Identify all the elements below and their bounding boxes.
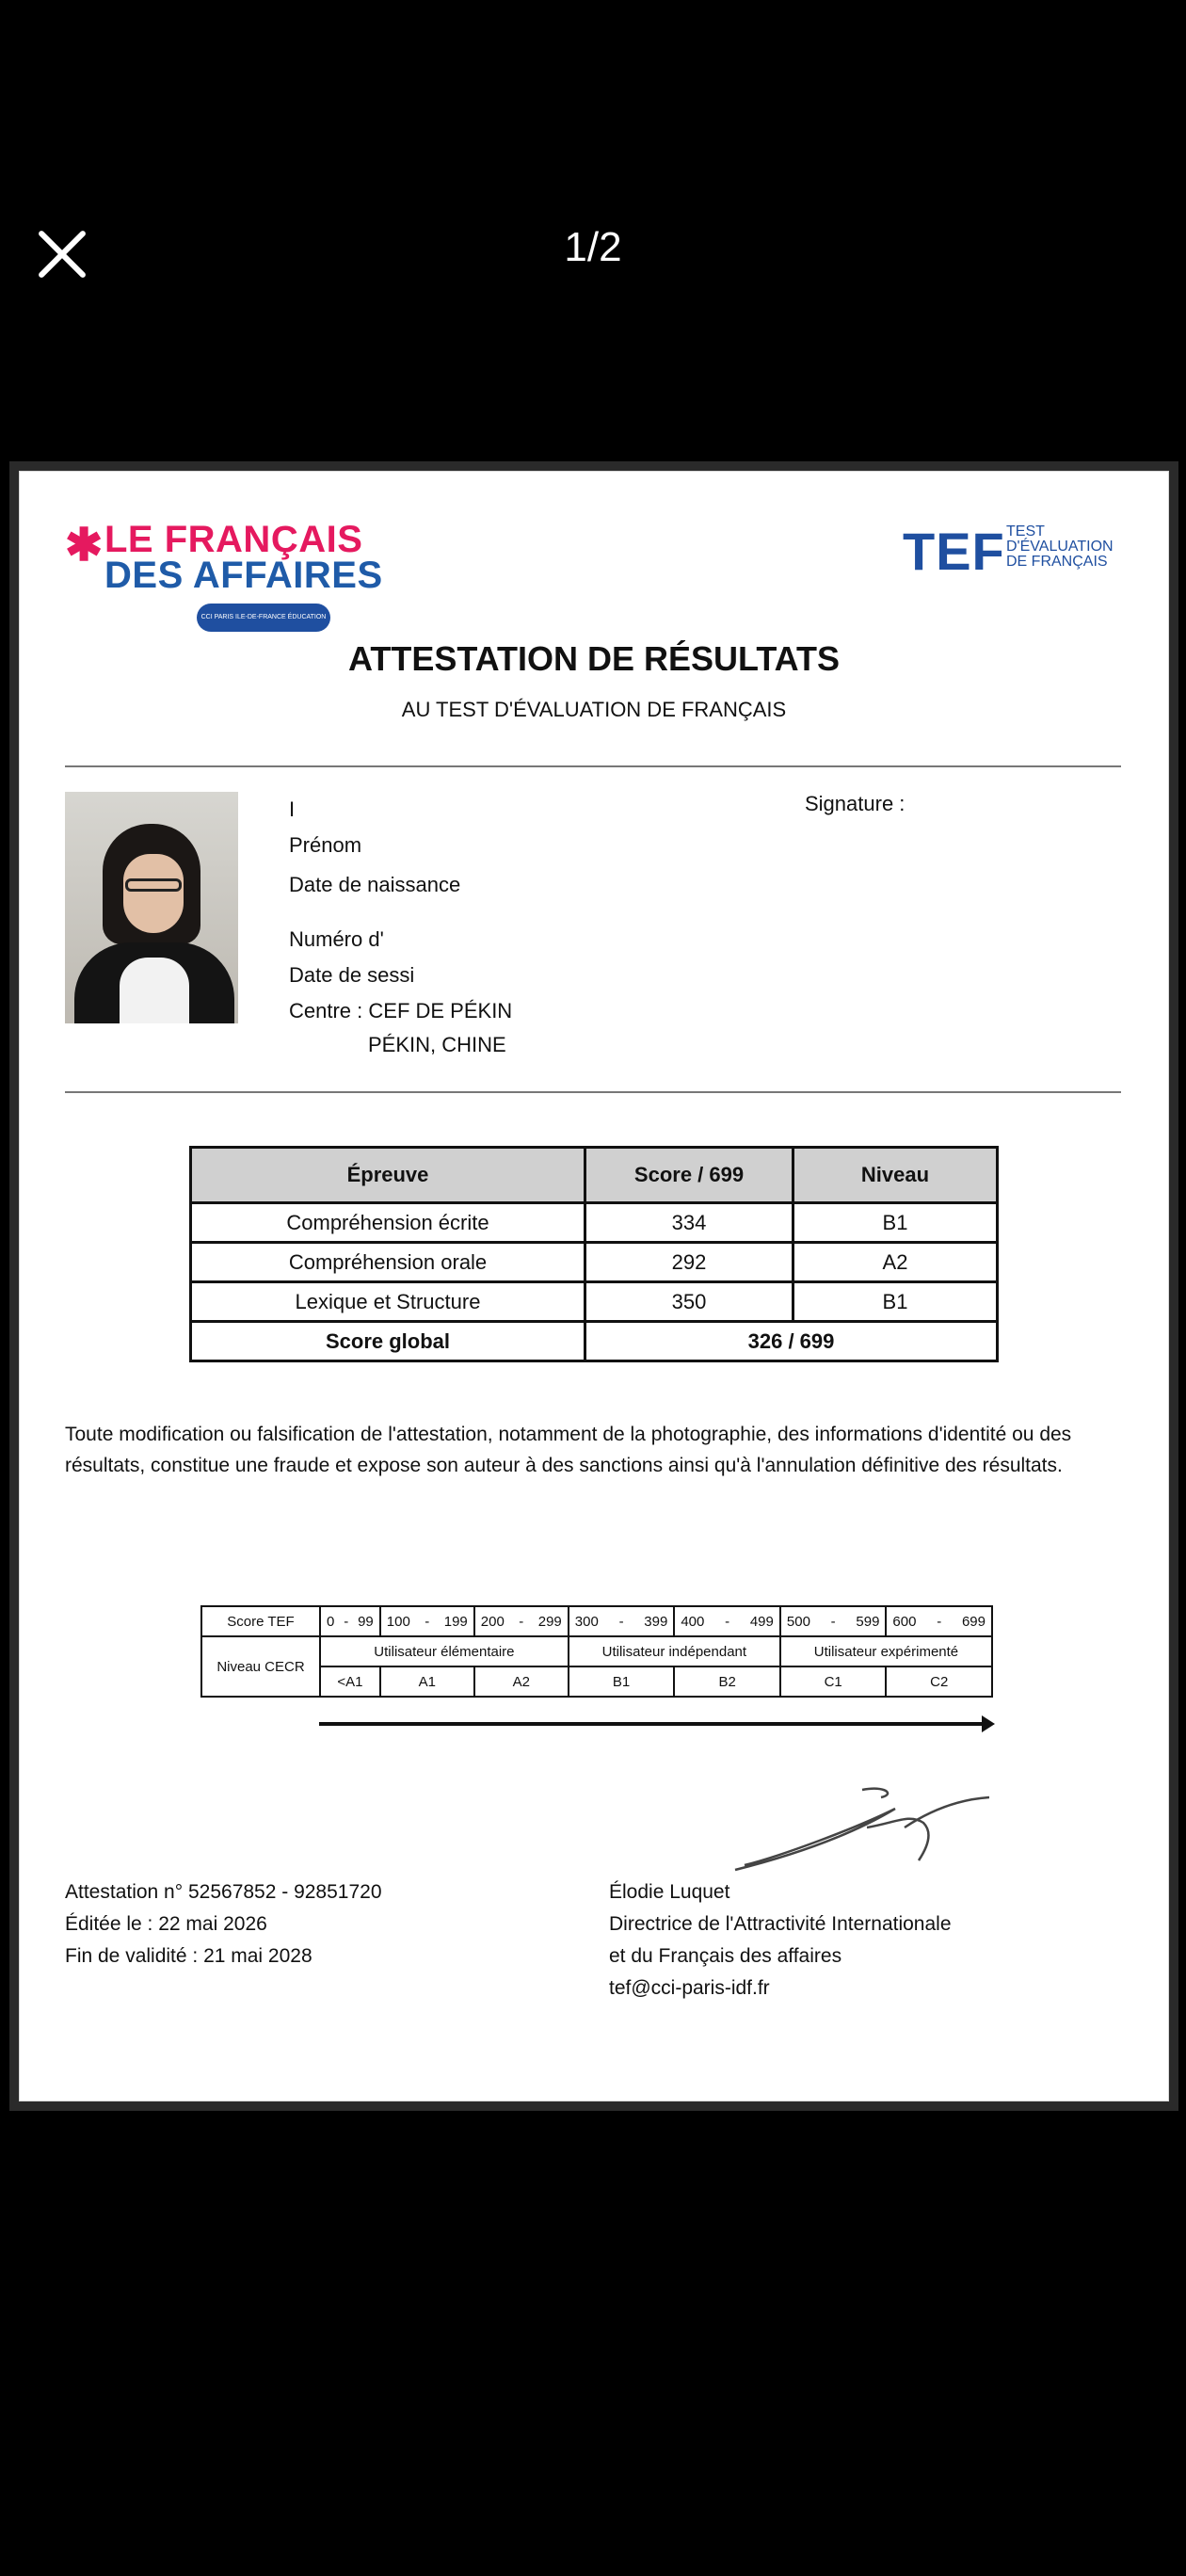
centre-label: Centre : <box>289 999 363 1022</box>
range-cell <box>886 1606 992 1636</box>
level-cell: C1 <box>780 1666 887 1697</box>
signatory-title-2: et du Français des affaires <box>609 1945 842 1967</box>
document-subtitle: AU TEST D'ÉVALUATION DE FRANÇAIS <box>401 698 787 721</box>
tef-logo-subtitle <box>1006 524 1114 570</box>
signatory-title-1: Directrice de l'Attractivité Internationale <box>609 1913 952 1935</box>
level-cell: B1 <box>569 1666 675 1697</box>
table-cell: 334 <box>585 1203 793 1243</box>
range-part: 599 <box>856 1613 880 1630</box>
page-counter: 1/2 <box>564 224 622 270</box>
level-cell: A1 <box>380 1666 474 1697</box>
range-part: 600 <box>892 1613 917 1630</box>
tef-logo-line-3: DE FRANÇAIS <box>1006 554 1108 570</box>
document-title: ATTESTATION DE RÉSULTATS <box>348 639 840 678</box>
viewer-top-bar <box>0 0 1186 471</box>
table-cell: A2 <box>793 1243 998 1282</box>
range-cell <box>380 1606 474 1636</box>
table-row <box>191 1282 998 1322</box>
divider <box>65 765 1121 767</box>
centre-city: PÉKIN, CHINE <box>368 1033 506 1056</box>
niveau-cecr-label: Niveau CECR <box>201 1636 320 1697</box>
cci-badge: CCI PARIS ILE-DE-FRANCE ÉDUCATION <box>197 604 330 632</box>
range-part: 400 <box>681 1613 705 1630</box>
candidate-photo <box>65 792 238 1023</box>
table-row <box>191 1203 998 1243</box>
asterisk-icon: ✱ <box>65 521 104 571</box>
table-cell: Compréhension écrite <box>191 1203 585 1243</box>
issue-date: Éditée le : 22 mai 2026 <box>65 1913 267 1935</box>
table-cell: Lexique et Structure <box>191 1282 585 1322</box>
cecr-scale-table <box>200 1605 993 1698</box>
table-cell: B1 <box>793 1203 998 1243</box>
fraud-notice: Toute modification ou falsification de l'attestation, notamment de la photographie, des informations d'identité ou des résultats, constitue une fraude et expose son auteur à des sanctions ainsi qu'à l'annulation définitive des résultats. <box>65 1424 1072 1476</box>
range-part: 100 <box>386 1613 410 1630</box>
range-part: 200 <box>480 1613 505 1630</box>
level-row <box>201 1666 992 1697</box>
range-cell <box>569 1606 675 1636</box>
tef-logo-line-2: D'ÉVALUATION <box>1006 539 1114 555</box>
signature-label: Signature : <box>805 792 906 815</box>
range-part: 0 <box>327 1613 335 1630</box>
range-part: 499 <box>749 1613 774 1630</box>
handwritten-signature <box>707 1771 989 1884</box>
group-row <box>201 1636 992 1666</box>
signatory-info <box>609 1876 952 2004</box>
score-range-row <box>201 1606 992 1636</box>
range-part: - <box>425 1613 430 1630</box>
range-part: 399 <box>644 1613 668 1630</box>
level-cell: C2 <box>886 1666 992 1697</box>
score-tef-label: Score TEF <box>201 1606 320 1636</box>
level-cell: <A1 <box>320 1666 380 1697</box>
nom-field: I <box>289 797 296 821</box>
range-part: - <box>830 1613 836 1630</box>
table-row <box>191 1243 998 1282</box>
attestation-number: Attestation n° 52567852 - 92851720 <box>65 1881 382 1903</box>
signatory-name: Élodie Luquet <box>609 1881 730 1903</box>
signatory-email[interactable]: tef@cci-paris-idf.fr <box>609 1977 770 1999</box>
birthdate-field: Date de naissance <box>289 873 461 896</box>
group-cell: Utilisateur indépendant <box>569 1636 780 1666</box>
range-cell <box>320 1606 380 1636</box>
tef-logo-line-1: TEST <box>1006 523 1045 539</box>
attestation-info <box>65 1876 382 1972</box>
tef-logo-text: TEF <box>903 522 1005 581</box>
centre-name: CEF DE PÉKIN <box>368 999 513 1022</box>
table-cell: 292 <box>585 1243 793 1282</box>
range-part: - <box>725 1613 730 1630</box>
range-part: - <box>344 1613 349 1630</box>
logo-line-2: DES AFFAIRES <box>104 555 383 596</box>
header-score: Score / 699 <box>585 1148 793 1203</box>
range-part: 199 <box>443 1613 468 1630</box>
validity-date: Fin de validité : 21 mai 2028 <box>65 1945 313 1967</box>
header-niveau: Niveau <box>793 1148 998 1203</box>
candidate-number-field: Numéro d' <box>289 927 384 951</box>
range-part: 299 <box>537 1613 562 1630</box>
range-part: - <box>618 1613 624 1630</box>
range-part: 99 <box>358 1613 374 1630</box>
level-cell: B2 <box>674 1666 780 1697</box>
range-part: - <box>937 1613 942 1630</box>
scores-table <box>189 1146 999 1362</box>
session-date-field: Date de sessi <box>289 963 415 987</box>
table-cell: Compréhension orale <box>191 1243 585 1282</box>
range-part: 500 <box>786 1613 810 1630</box>
global-score-value: 326 / 699 <box>585 1322 998 1361</box>
group-cell: Utilisateur expérimenté <box>780 1636 992 1666</box>
range-part: - <box>519 1613 524 1630</box>
attestation-document <box>19 471 1169 2101</box>
range-cell <box>780 1606 887 1636</box>
global-score-label: Score global <box>191 1322 585 1361</box>
global-score-row <box>191 1322 998 1361</box>
range-part: 300 <box>574 1613 599 1630</box>
group-cell: Utilisateur élémentaire <box>320 1636 569 1666</box>
range-part: 699 <box>961 1613 986 1630</box>
header-epreuve: Épreuve <box>191 1148 585 1203</box>
logo-line-1: LE FRANÇAIS <box>104 519 363 560</box>
table-header-row <box>191 1148 998 1203</box>
scale-arrow <box>319 1722 986 1726</box>
prenom-field: Prénom <box>289 833 362 857</box>
table-cell: 350 <box>585 1282 793 1322</box>
range-cell <box>674 1606 780 1636</box>
divider <box>65 1091 1121 1093</box>
level-cell: A2 <box>474 1666 569 1697</box>
table-cell: B1 <box>793 1282 998 1322</box>
range-cell <box>474 1606 569 1636</box>
centre-field <box>289 999 512 1023</box>
